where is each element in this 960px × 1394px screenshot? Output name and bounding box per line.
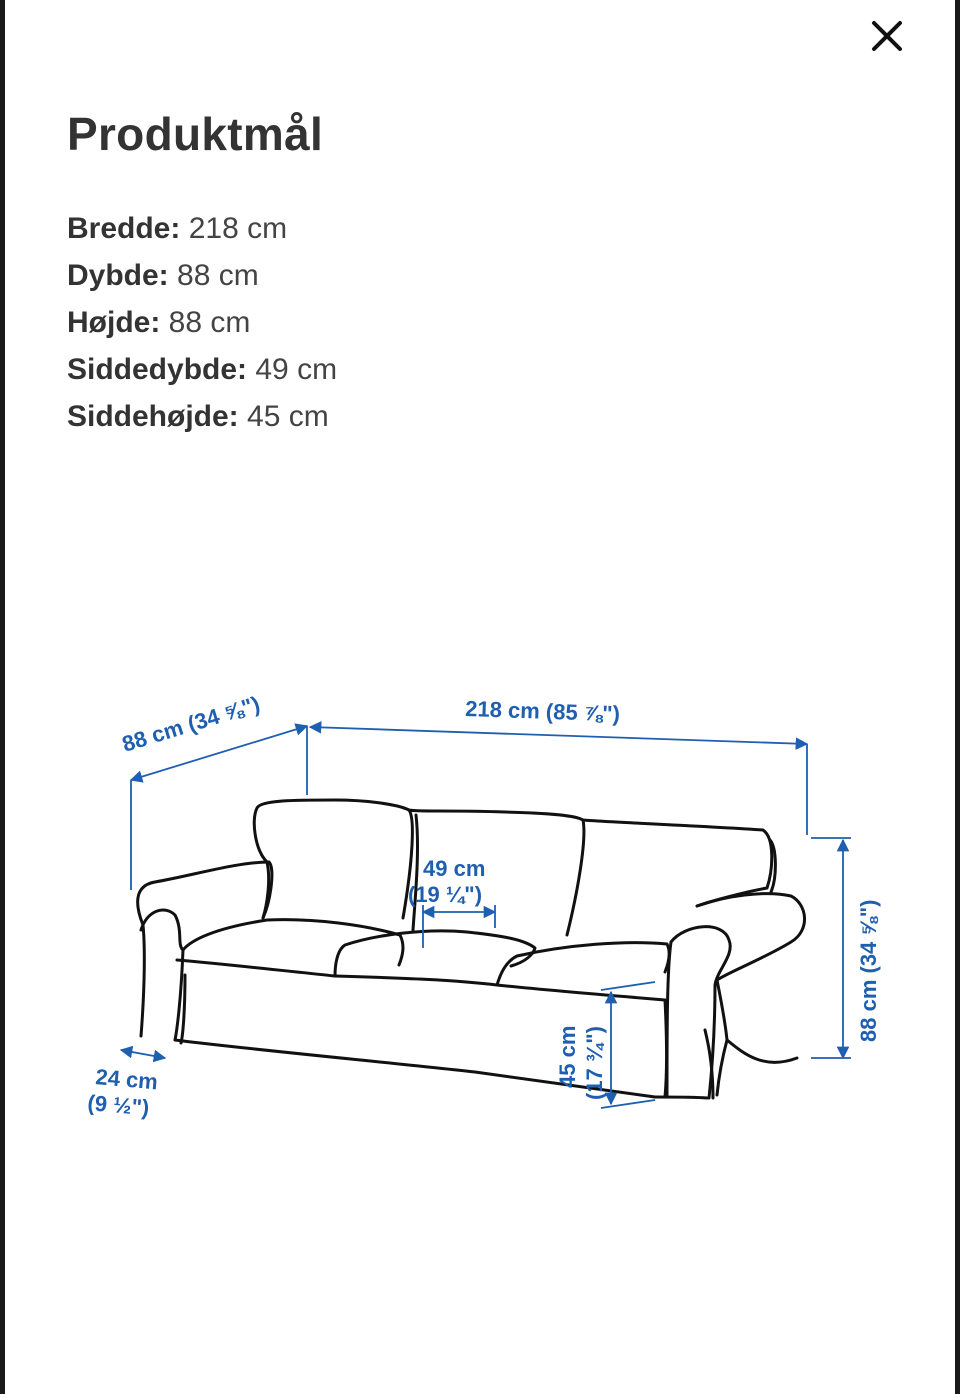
skirt-label-cm: 24 cm: [94, 1064, 159, 1095]
close-icon: [870, 19, 904, 53]
height-label: 88 cm (34 ⅝"): [856, 899, 881, 1042]
dialog-title: Produktmål: [67, 108, 324, 160]
spec-row-depth: [67, 252, 337, 299]
depth-label: 88 cm (34 ⅝"): [119, 691, 263, 757]
spec-label: Siddehøjde:: [67, 400, 239, 433]
seat-depth-label-cm: 49 cm: [423, 856, 486, 881]
spec-row-seat-depth: [67, 346, 337, 393]
spec-value: 218 cm: [188, 212, 288, 245]
spec-row-seat-height: [67, 393, 337, 440]
spec-row-width: [67, 205, 337, 252]
spec-label: Bredde:: [67, 212, 181, 245]
seat-depth-label-in: (19 ¼"): [408, 882, 483, 907]
product-dimensions-dialog: [5, 0, 955, 1394]
dimension-list: [67, 205, 337, 440]
close-button[interactable]: [863, 12, 911, 60]
sofa-drawing: [138, 800, 805, 1098]
spec-label: Højde:: [67, 306, 161, 339]
spec-value: 88 cm: [168, 306, 251, 339]
spec-value: 49 cm: [255, 353, 338, 386]
spec-row-height: [67, 299, 337, 346]
skirt-label-in: (9 ½"): [86, 1090, 151, 1121]
spec-value: 88 cm: [177, 259, 259, 292]
seat-height-label-in: (17 ¾"): [582, 1025, 607, 1100]
spec-value: 45 cm: [247, 400, 329, 433]
sofa-dimension-diagram: [5, 640, 955, 1200]
spec-label: Dybde:: [67, 259, 169, 292]
width-label: 218 cm (85 ⅞"): [464, 696, 621, 727]
spec-label: Siddedybde:: [67, 353, 248, 386]
seat-height-label-cm: 45 cm: [555, 1025, 580, 1088]
